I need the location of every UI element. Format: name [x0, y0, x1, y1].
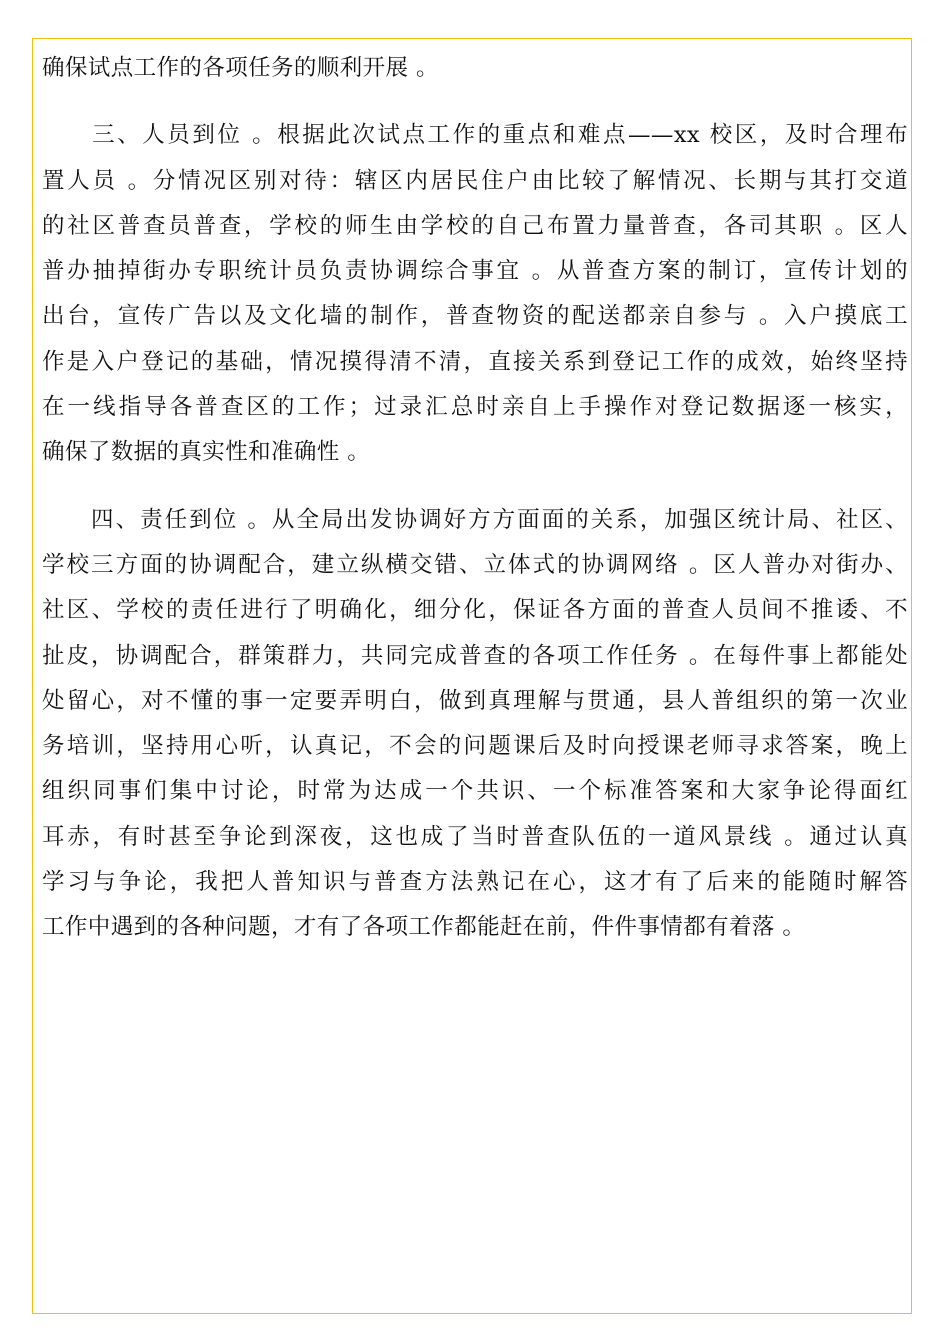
text-line: 出台，宣传广告以及文化墙的制作，普查物资的配送都亲自参与 。入户摸底工 — [42, 303, 908, 330]
text-line: 务培训，坚持用心听，认真记，不会的问题课后及时向授课老师寻求答案，晚上 — [42, 733, 908, 760]
text-line: 确保试点工作的各项任务的顺利开展 。 — [42, 55, 439, 81]
text-line: 作是入户登记的基础，情况摸得清不清，直接关系到登记工作的成效，始终坚持 — [42, 348, 908, 375]
text-line: 的社区普查员普查，学校的师生由学校的自己布置力量普查，各司其职 。区人 — [42, 212, 908, 239]
text-line: 三、人员到位 。根据此次试点工作的重点和难点——xx 校区，及时合理布 — [42, 122, 908, 149]
paragraph-responsibility — [42, 498, 908, 951]
paragraph-spacer — [42, 476, 908, 498]
paragraph-personnel — [42, 113, 908, 475]
document-body — [42, 46, 908, 951]
text-line: 确保了数据的真实性和准确性 。 — [42, 439, 371, 466]
text-line: 组织同事们集中讨论，时常为达成一个共识、一个标准答案和大家争论得面红 — [42, 778, 908, 805]
text-line: 在一线指导各普查区的工作；过录汇总时亲自上手操作对登记数据逐一核实， — [42, 394, 908, 421]
text-line: 学校三方面的协调配合，建立纵横交错、立体式的协调网络 。区人普办对街办、 — [42, 551, 908, 578]
text-line: 置人员 。分情况区别对待：辖区内居民住户由比较了解情况、长期与其打交道 — [42, 167, 908, 194]
text-line: 四、责任到位 。从全局出发协调好方方面面的关系，加强区统计局、社区、 — [42, 506, 908, 533]
paragraph-spacer — [42, 91, 908, 113]
text-line: 学习与争论，我把人普知识与普查方法熟记在心，这才有了后来的能随时解答 — [42, 869, 908, 896]
text-line: 普办抽掉街办专职统计员负责协调综合事宜 。从普查方案的制订，宣传计划的 — [42, 258, 908, 285]
text-line: 社区、学校的责任进行了明确化，细分化，保证各方面的普查人员间不推诿、不 — [42, 597, 908, 624]
paragraph-continuation — [42, 46, 908, 91]
text-line: 扯皮，协调配合，群策群力，共同完成普查的各项工作任务 。在每件事上都能处 — [42, 642, 908, 669]
text-line: 工作中遇到的各种问题，才有了各项工作都能赶在前，件件事情都有着落 。 — [42, 914, 806, 941]
text-line: 耳赤，有时甚至争论到深夜，这也成了当时普查队伍的一道风景线 。通过认真 — [42, 823, 908, 850]
text-line: 处留心，对不懂的事一定要弄明白，做到真理解与贯通，县人普组织的第一次业 — [42, 687, 908, 714]
